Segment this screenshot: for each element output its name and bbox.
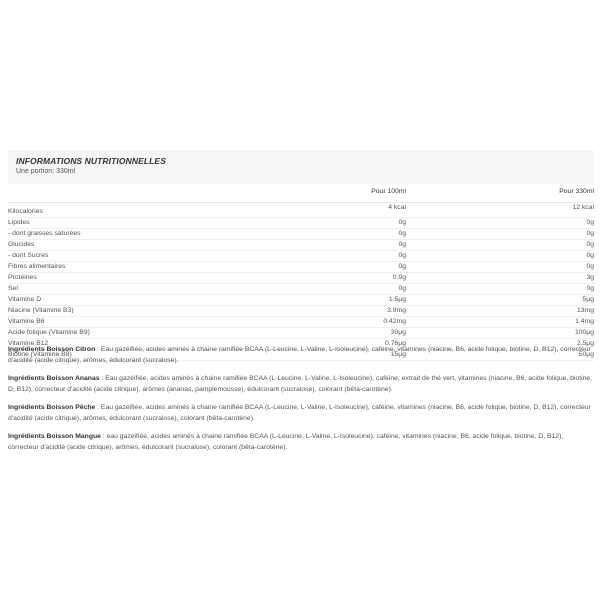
table-row: [8, 262, 594, 273]
value-per-100ml: 0g: [398, 263, 406, 270]
value-per-330ml: 0g: [586, 285, 594, 292]
value-per-330ml: 0g: [586, 230, 594, 237]
ingredient-title: Ingrédients Boisson Pêche: [8, 404, 96, 411]
nutrient-label: Protéines: [8, 274, 37, 281]
ingredient-paragraph: [8, 344, 594, 366]
value-per-100ml: 0g: [398, 219, 406, 226]
column-header-100ml: Pour 100ml: [371, 188, 406, 195]
ingredient-title: Ingrédients Boisson Mangue: [8, 433, 101, 440]
value-per-330ml: 100μg: [574, 329, 594, 336]
table-header-row: [8, 185, 594, 203]
nutrient-label: Vitamine D: [8, 296, 42, 303]
table-row: [8, 240, 594, 251]
table-row: [8, 306, 594, 317]
value-per-330ml: 0g: [586, 252, 594, 259]
value-per-100ml: 0g: [398, 230, 406, 237]
ingredient-paragraph: [8, 402, 594, 424]
value-per-100ml: 0g: [398, 252, 406, 259]
nutrient-label: - dont graisses saturées: [8, 230, 81, 237]
value-per-330ml: 0g: [586, 241, 594, 248]
nutrition-panel: [8, 150, 594, 361]
table-row: [8, 295, 594, 306]
value-per-100ml: 30μg: [390, 329, 406, 336]
value-per-100ml: 3.9mg: [387, 307, 406, 314]
table-row: [8, 328, 594, 339]
nutrient-label: - dont Sucres: [8, 252, 49, 259]
value-per-100ml: 0g: [398, 285, 406, 292]
ingredient-title: Ingrédients Boisson Citron: [8, 346, 96, 353]
table-row: [8, 229, 594, 240]
nutrition-table: [8, 185, 594, 361]
nutrient-label: Fibres alimentaires: [8, 263, 66, 270]
value-per-100ml: 4 kcal: [388, 204, 406, 211]
table-row: [8, 203, 594, 218]
value-per-330ml: 50μg: [578, 351, 594, 358]
value-per-330ml: 0g: [586, 219, 594, 226]
value-per-330ml: 12 kcal: [572, 204, 594, 211]
nutrient-label: Vitamine B12: [8, 340, 49, 347]
nutrient-label: Biotine (Vitamine B8): [8, 351, 72, 358]
value-per-100ml: 1.5μg: [388, 296, 406, 303]
table-row: [8, 273, 594, 284]
nutrient-label: Glucides: [8, 241, 35, 248]
value-per-100ml: 15μg: [390, 351, 406, 358]
nutrient-label: Sel: [8, 285, 18, 292]
value-per-100ml: 0.76μg: [385, 340, 406, 347]
value-per-330ml: 1.4mg: [575, 318, 594, 325]
ingredient-paragraph: [8, 373, 594, 395]
nutrient-label: Vitamine B6: [8, 318, 45, 325]
table-row: [8, 251, 594, 262]
ingredient-text: : Eau gazéifiée, acides aminés à chaine ramifiée BCAA (L-Leucine, L-Valine, L-Isoleucine), caféine, vitamines (niacine, B6, acide folique, biotine, D, B12), correcteur d'acidité (acide citrique), arômes, édulcorant (sucralose), colorant (bêta-carotène).: [8, 404, 591, 422]
nutrient-label: Lipides: [8, 219, 30, 226]
nutrition-title: INFORMATIONS NUTRITIONNELLES: [16, 156, 166, 166]
nutrient-label: Acide folique (Vitamine B9): [8, 329, 90, 336]
ingredient-text: : eau gazéifiée, acides aminés à chaine ramifiée BCAA (L-Leucine, L-Valine, L-Isoleucine), caféine, vitamines (niacine, B6, acide folique, biotine, D, B12), correcteur d'acidité (acide citrique), arômes, édulcorant (sucralose), colorant (bêta-carotène).: [8, 433, 564, 451]
table-row: [8, 317, 594, 328]
value-per-330ml: 3g: [586, 274, 594, 281]
ingredient-title: Ingrédients Boisson Ananas: [8, 375, 100, 382]
nutrient-label: Niacine (Vitamine B3): [8, 307, 74, 314]
nutrient-label: Kilocalories: [8, 208, 43, 215]
value-per-330ml: 5μg: [582, 296, 594, 303]
table-row: [8, 284, 594, 295]
value-per-330ml: 2.5μg: [576, 340, 594, 347]
column-header-330ml: Pour 330ml: [559, 188, 594, 195]
nutrition-header: [8, 150, 594, 184]
table-row: [8, 218, 594, 229]
portion-size: Une portion: 330ml: [16, 168, 76, 175]
value-per-330ml: 13mg: [576, 307, 594, 314]
ingredient-paragraph: [8, 431, 594, 453]
value-per-330ml: 0g: [586, 263, 594, 270]
ingredient-text: : Eau gazéifiée, acides aminés à chaine ramifiée BCAA (L-Leucine, L-Valine, L-Isoleucine), caféine, extrait de thé vert, vitamines (niacine, B6, acide folique, biotine, D, B12), correcteur d'acidité (acide citrique), arômes (ananas, pamplemousse), édulcorant (sucralose), colorant (bêta-carotène).: [8, 375, 593, 393]
ingredient-text: : Eau gazéifiée, acides aminés à chaine ramifiée BCAA (L-Leucine, L-Valine, L-Isoleucine), caféine, vitamines (niacine, B6, acide folique, biotine, D, B12), correcteur d'acidité (acide citrique), arômes, édulcorant (sucralose).: [8, 346, 591, 364]
value-per-100ml: 0g: [398, 241, 406, 248]
ingredients-section: [8, 344, 594, 460]
value-per-100ml: 0.42mg: [383, 318, 406, 325]
value-per-100ml: 0.9g: [392, 274, 406, 281]
